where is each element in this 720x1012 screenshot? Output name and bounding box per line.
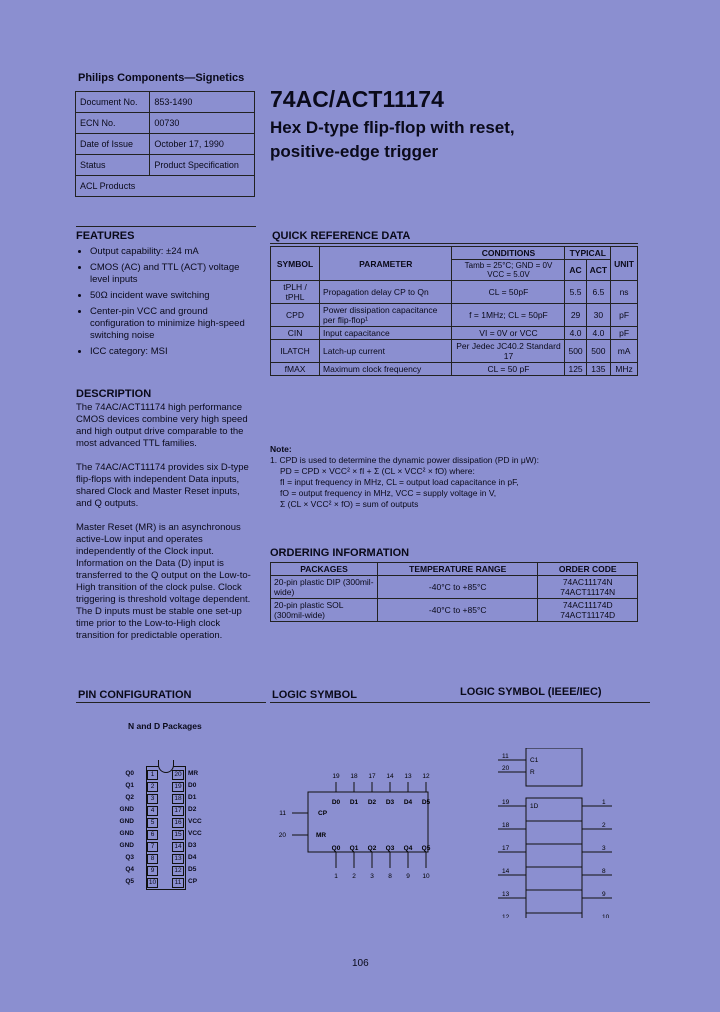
description-paragraph: The 74AC/ACT11174 provides six D-type flip-flops with independent Data inputs, shared Clock and Master Reset inputs, and Q outputs.: [76, 462, 249, 509]
qr-parameter: Latch-up current: [320, 340, 452, 363]
qr-unit: pF: [611, 327, 638, 340]
qr-header-symbol: SYMBOL: [271, 247, 320, 281]
divider: [76, 702, 266, 703]
qr-ac: 125: [565, 363, 586, 376]
control-label: C1: [530, 757, 539, 764]
meta-label: Status: [76, 155, 150, 176]
pin-name: D1: [188, 794, 197, 801]
pin-config-title: PIN CONFIGURATION: [78, 689, 192, 701]
feature-item: • CMOS (AC) and TTL (ACT) voltage level inputs: [90, 262, 256, 286]
pin-name: D3: [188, 842, 197, 849]
bottom-pin-number: 2: [352, 873, 356, 880]
input-pin-number: 17: [502, 845, 510, 852]
table-row: [271, 304, 638, 327]
output-label: Q1: [349, 845, 359, 852]
feature-item: • Center-pin VCC and ground configuration to minimize high-speed switching noise: [90, 306, 256, 342]
pin-name: Q2: [125, 794, 134, 801]
input-label: D2: [367, 799, 377, 806]
flip-flop-cell: [526, 890, 582, 913]
note-line: Σ (CL × VCC² × fO) = sum of outputs: [280, 499, 419, 509]
package-label: N and D Packages: [128, 721, 202, 731]
bottom-pin-number: 9: [406, 873, 410, 880]
ord-package: 20-pin plastic SOL (300mil-wide): [271, 599, 378, 622]
pin-number: 19: [172, 782, 184, 792]
mr-pin-number: 20: [278, 832, 286, 839]
quick-ref-title: QUICK REFERENCE DATA: [272, 230, 411, 242]
qr-header-act: ACT: [586, 260, 610, 281]
qr-act: 500: [586, 340, 610, 363]
table-row: [271, 281, 638, 304]
input-pin-number: 14: [502, 868, 510, 875]
pin-name: VCC: [188, 830, 202, 837]
bottom-pin-number: 8: [388, 873, 392, 880]
qr-ac: 4.0: [565, 327, 586, 340]
meta-label: Date of Issue: [76, 134, 150, 155]
d-label: 1D: [530, 803, 539, 810]
pin-diagram: [110, 760, 220, 890]
qr-symbol: fMAX: [271, 363, 320, 376]
pin-number: 11: [172, 878, 184, 888]
ord-code: 74ACT11174N: [560, 587, 616, 597]
meta-row: [76, 176, 255, 197]
table-row: [271, 576, 638, 599]
meta-value: 853-1490: [150, 92, 255, 113]
subtitle-line-1: Hex D-type flip-flop with reset,: [270, 118, 515, 137]
ord-package: 20-pin plastic DIP (300mil-wide): [271, 576, 378, 599]
quick-ref-table: [270, 246, 638, 376]
ord-temp: -40°C to +85°C: [378, 576, 538, 599]
qr-act: 135: [586, 363, 610, 376]
feature-item: • Output capability: ±24 mA: [90, 246, 256, 258]
meta-footer: ACL Products: [76, 176, 255, 197]
note-line: fO = output frequency in MHz, VCC = supply voltage in V,: [280, 488, 497, 498]
pin-name: VCC: [188, 818, 202, 825]
top-pin-number: 19: [332, 773, 340, 780]
description-paragraph: Master Reset (MR) is an asynchronous active-Low input and operates independently of the Clock input. Information on the Data (D) input is transferred to the Q output on the Low-to-High transition of the clock pulse. Clock triggering is threshold voltage dependent. The D inputs must be stable one set-up time prior to the Low-to-High clock transition for predictable operation.: [76, 522, 251, 641]
input-label: D3: [385, 799, 395, 806]
note-line: fI = input frequency in MHz, CL = output load capacitance in pF,: [280, 477, 519, 487]
logic-symbol-diagram: [270, 760, 450, 890]
pin-name: GND: [119, 842, 134, 849]
flip-flop-cell: [526, 867, 582, 890]
pin-number: 7: [147, 842, 158, 852]
pin-name: GND: [119, 818, 134, 825]
divider: [270, 702, 650, 703]
pin-number: 13: [172, 854, 184, 864]
output-label: Q3: [385, 845, 395, 852]
pin-name: Q4: [125, 866, 134, 873]
pin-name: D0: [188, 782, 197, 789]
meta-value: October 17, 1990: [150, 134, 255, 155]
company-name: Philips Components—Signetics: [78, 72, 245, 84]
pin-name: D2: [188, 806, 197, 813]
meta-value: 00730: [150, 113, 255, 134]
qr-conditions: f = 1MHz; CL = 50pF: [452, 304, 565, 327]
ord-header: ORDER CODE: [538, 563, 638, 576]
qr-unit: pF: [611, 304, 638, 327]
meta-label: Document No.: [76, 92, 150, 113]
meta-row: [76, 113, 255, 134]
pin-number: 6: [147, 830, 158, 840]
mr-label: MR: [316, 832, 327, 839]
qr-symbol: tPLH / tPHL: [271, 281, 320, 304]
qr-symbol: CPD: [271, 304, 320, 327]
ord-code: 74AC11174N: [562, 577, 613, 587]
top-pin-number: 14: [386, 773, 394, 780]
pin-number: 2: [147, 782, 158, 792]
pin-number: 8: [147, 854, 158, 864]
top-pin-number: 17: [368, 773, 376, 780]
cp-label: CP: [318, 810, 328, 817]
pin-number: 17: [172, 806, 184, 816]
page-number: 106: [352, 958, 369, 969]
divider: [76, 226, 256, 227]
ordering-table: [270, 562, 638, 622]
ord-header: PACKAGES: [271, 563, 378, 576]
pin-number: 18: [172, 794, 184, 804]
document-meta-table: [75, 91, 255, 197]
qr-conditions: Per Jedec JC40.2 Standard 17: [452, 340, 565, 363]
qr-header-typical: TYPICAL: [565, 247, 611, 260]
qr-act: 30: [586, 304, 610, 327]
description-paragraph: The 74AC/ACT11174 high performance CMOS devices combine very high speed and high output drive comparable to the most advanced TTL families.: [76, 402, 248, 449]
output-pin-number: 3: [602, 845, 606, 852]
meta-value: Product Specification: [150, 155, 255, 176]
pin-number: 9: [147, 866, 158, 876]
meta-row: [76, 92, 255, 113]
output-pin-number: 8: [602, 868, 606, 875]
subtitle-line-2: positive-edge trigger: [270, 142, 439, 161]
qr-ac: 29: [565, 304, 586, 327]
qr-act: 4.0: [586, 327, 610, 340]
qr-header-unit: UNIT: [611, 247, 638, 281]
qr-symbol: ILATCH: [271, 340, 320, 363]
table-row: [271, 340, 638, 363]
ieee-symbol-title: LOGIC SYMBOL (IEEE/IEC): [460, 686, 602, 698]
table-row: [271, 363, 638, 376]
qr-symbol: CIN: [271, 327, 320, 340]
input-label: D1: [349, 799, 359, 806]
flip-flop-cell: [526, 913, 582, 918]
output-label: Q5: [421, 845, 431, 852]
bottom-pin-number: 10: [422, 873, 430, 880]
note-title: Note:: [270, 444, 292, 454]
ord-code: 74ACT11174D: [560, 610, 616, 620]
qr-conditions-note: Tamb = 25°C; GND = 0V VCC = 5.0V: [452, 260, 565, 281]
pin-number: 4: [147, 806, 158, 816]
pin-number: 20: [172, 770, 184, 780]
qr-unit: ns: [611, 281, 638, 304]
feature-item: • ICC category: MSI: [90, 346, 256, 358]
output-pin-number: 10: [602, 914, 610, 918]
meta-row: [76, 155, 255, 176]
pin-name: CP: [188, 878, 198, 885]
pin-number: 16: [172, 818, 184, 828]
output-pin-number: 2: [602, 822, 606, 829]
qr-conditions: VI = 0V or VCC: [452, 327, 565, 340]
pin-name: Q1: [125, 782, 134, 789]
pin-number: 10: [148, 879, 157, 886]
qr-ac: 5.5: [565, 281, 586, 304]
note-line: 1. CPD is used to determine the dynamic power dissipation (PD in μW):: [270, 455, 539, 465]
logic-symbol-columns: [332, 773, 431, 880]
meta-label: ECN No.: [76, 113, 150, 134]
output-pin-number: 1: [602, 799, 606, 806]
top-pin-number: 13: [404, 773, 412, 780]
pin-number: 14: [172, 842, 184, 852]
input-label: D4: [403, 799, 413, 806]
qr-header-conditions: CONDITIONS: [452, 247, 565, 260]
qr-header-parameter: PARAMETER: [320, 247, 452, 281]
bottom-pin-number: 3: [370, 873, 374, 880]
qr-parameter: Propagation delay CP to Qn: [320, 281, 452, 304]
pin-number: 3: [147, 794, 158, 804]
qr-parameter: Input capacitance: [320, 327, 452, 340]
input-pin-number: 13: [502, 891, 510, 898]
pin-name: Q0: [125, 770, 134, 777]
qr-unit: MHz: [611, 363, 638, 376]
input-label: D5: [421, 799, 431, 806]
output-label: Q2: [367, 845, 377, 852]
pin-name: D5: [188, 866, 197, 873]
output-pin-number: 9: [602, 891, 606, 898]
top-pin-number: 18: [350, 773, 358, 780]
features-section: [76, 230, 256, 362]
feature-item: • 50Ω incident wave switching: [90, 290, 256, 302]
pin-number: 15: [172, 830, 184, 840]
qr-act: 6.5: [586, 281, 610, 304]
ieee-control-block: [526, 748, 582, 786]
table-row: [271, 327, 638, 340]
cp-pin-number: 11: [279, 810, 286, 817]
note-line: PD = CPD × VCC² × fI + Σ (CL × VCC² × fO) where:: [280, 466, 475, 476]
pin-name: MR: [188, 770, 199, 777]
control-pin-number: 11: [502, 753, 509, 760]
divider: [270, 243, 638, 244]
part-number: 74AC/ACT11174: [270, 86, 444, 112]
ieee-symbol-diagram: [498, 748, 628, 918]
ieee-body: [498, 753, 612, 918]
input-label: D0: [331, 799, 341, 806]
ordering-title: ORDERING INFORMATION: [270, 547, 410, 559]
pin-name: D4: [188, 854, 197, 861]
table-row: [271, 599, 638, 622]
top-pin-number: 12: [422, 773, 430, 780]
note-section: [270, 444, 650, 510]
qr-unit: mA: [611, 340, 638, 363]
pin-number: 1: [147, 770, 158, 780]
pin-name: Q5: [125, 878, 134, 885]
qr-parameter: Maximum clock frequency: [320, 363, 452, 376]
logic-symbol-title: LOGIC SYMBOL: [272, 689, 357, 701]
input-pin-number: 12: [502, 914, 510, 918]
qr-conditions: CL = 50 pF: [452, 363, 565, 376]
qr-conditions: CL = 50pF: [452, 281, 565, 304]
qr-parameter: Power dissipation capacitance per flip-flop¹: [320, 304, 452, 327]
pin-name: Q3: [125, 854, 134, 861]
description-section: [76, 388, 256, 642]
ord-temp: -40°C to +85°C: [378, 599, 538, 622]
pin-number: 5: [147, 818, 158, 828]
input-pin-number: 18: [502, 822, 510, 829]
control-label: R: [530, 769, 535, 776]
flip-flop-cell: [526, 821, 582, 844]
features-title: FEATURES: [76, 230, 135, 242]
meta-row: [76, 134, 255, 155]
ord-code: 74AC11174D: [562, 600, 613, 610]
pin-name: GND: [119, 830, 134, 837]
pin-name: GND: [119, 806, 134, 813]
control-pin-number: 20: [502, 765, 510, 772]
output-label: Q4: [403, 845, 413, 852]
bottom-pin-number: 1: [334, 873, 338, 880]
qr-header-ac: AC: [565, 260, 586, 281]
input-pin-number: 19: [502, 799, 510, 806]
description-title: DESCRIPTION: [76, 388, 152, 400]
qr-ac: 500: [565, 340, 586, 363]
pin-number: 12: [172, 866, 184, 876]
output-label: Q0: [331, 845, 341, 852]
flip-flop-cell: [526, 844, 582, 867]
ord-header: TEMPERATURE RANGE: [378, 563, 538, 576]
